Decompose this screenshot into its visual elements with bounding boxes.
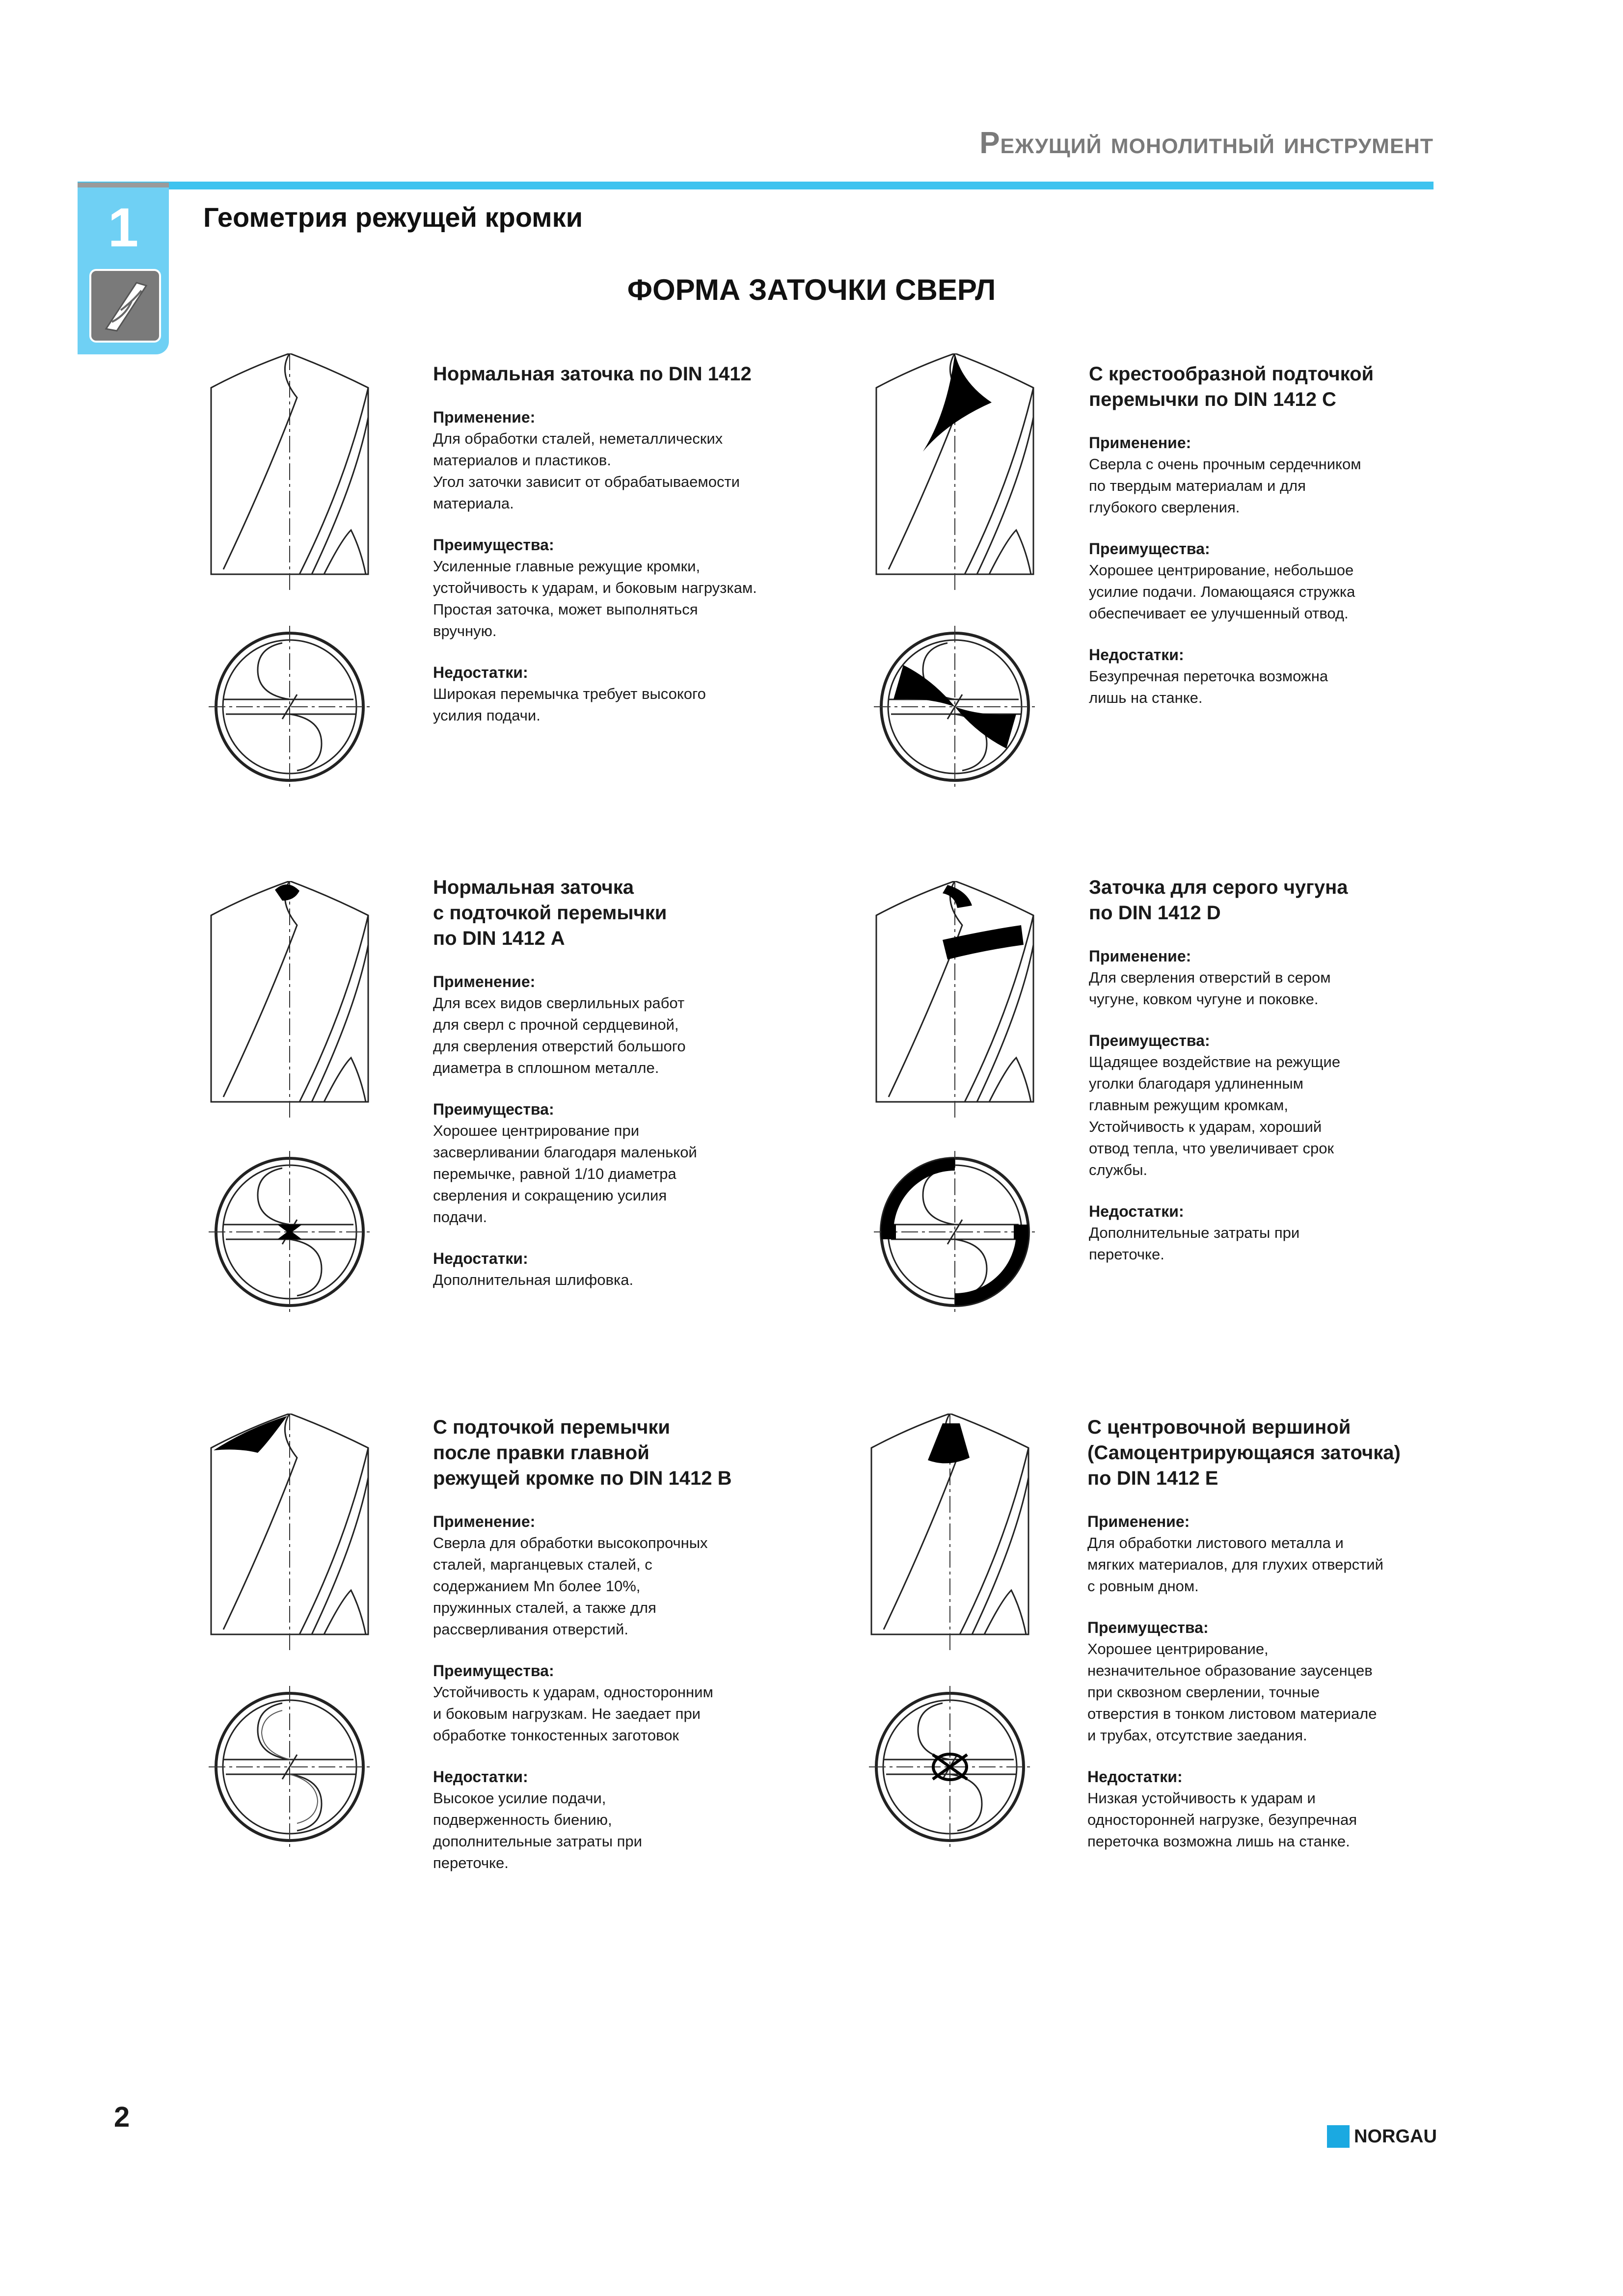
disadvantages-label: Недостатки: (433, 1250, 528, 1267)
drill-end-view-din1412c (874, 626, 1041, 795)
application-label: Применение: (1089, 434, 1191, 452)
drill-figure-din1412c (874, 353, 1041, 601)
block-title: С центровочной вершиной (Самоцентрирующаяся заточка) по DIN 1412 Е (1087, 1416, 1401, 1489)
drill-figure-din1412a (209, 881, 376, 1129)
main-title: ФОРМА ЗАТОЧКИ СВЕРЛ (627, 273, 996, 306)
drill-figure-din1412d (874, 881, 1041, 1129)
advantages-text: Щадящее воздействие на режущие уголки благодаря удлиненным главным режущим кромкам, Устойчивость к ударам, хороший отвод тепла, что увеличивает срок службы. (1089, 1053, 1341, 1178)
drill-figure-din1412b (209, 1414, 376, 1661)
chapter-tab-line (78, 183, 169, 187)
disadvantages-label: Недостатки: (1089, 646, 1184, 664)
block-din1412e (1087, 1415, 1441, 1872)
drill-end-view-din1412b (209, 1686, 376, 1855)
disadvantages-text: Дополнительные затраты при переточке. (1089, 1224, 1300, 1263)
application-label: Применение: (1089, 947, 1191, 965)
drill-end-view-din1412d (874, 1151, 1041, 1320)
application-text: Сверла для обработки высокопрочных сталей, марганцевых сталей, с содержанием Mn более 10%, пружинных сталей, а также для рассверливания отверстий. (433, 1534, 708, 1638)
application-label: Применение: (433, 973, 536, 990)
drill-end-view-din1412e (869, 1686, 1036, 1855)
advantages-text: Хорошее центрирование при засверливании благодаря маленькой перемычке, равной 1/10 диаметра сверления и сокращению усилия подачи. (433, 1122, 697, 1226)
application-text: Сверла с очень прочным сердечником по твердым материалам и для глубокого сверления. (1089, 455, 1361, 516)
block-din1412 (433, 361, 816, 746)
advantages-text: Устойчивость к ударам, односторонним и боковым нагрузкам. Не заедает при обработке тонкостенных заготовок (433, 1683, 713, 1744)
disadvantages-label: Недостатки: (1089, 1202, 1184, 1220)
application-label: Применение: (433, 1513, 536, 1530)
advantages-label: Преимущества: (433, 1100, 554, 1118)
application-label: Применение: (433, 408, 536, 426)
block-title: С крестообразной подточкой перемычки по DIN 1412 С (1089, 363, 1374, 410)
section-title: Геометрия режущей кромки (203, 202, 583, 233)
disadvantages-label: Недостатки: (1087, 1768, 1183, 1786)
block-title: Заточка для серого чугуна по DIN 1412 D (1089, 877, 1348, 924)
advantages-label: Преимущества: (1087, 1619, 1209, 1636)
application-text: Для обработки сталей, неметаллических материалов и пластиков. Угол заточки зависит от обрабатываемости материала. (433, 430, 740, 512)
brand-logo-square (1327, 2125, 1350, 2148)
disadvantages-text: Высокое усилие подачи, подверженность биению, дополнительные затраты при переточке. (433, 1789, 642, 1871)
advantages-text: Усиленные главные режущие кромки, устойчивость к ударам, и боковым нагрузкам. Простая заточка, может выполняться вручную. (433, 558, 757, 640)
drill-figure-din1412e (869, 1414, 1036, 1661)
advantages-text: Хорошее центрирование, незначительное образование заусенцев при сквозном сверлении, точные отверстия в тонком листовом материале и трубах, отсутствие заедания. (1087, 1640, 1377, 1744)
block-title: С подточкой перемычки после правки главной режущей кромке по DIN 1412 В (433, 1416, 732, 1489)
block-title: Нормальная заточка с подточкой перемычки по DIN 1412 А (433, 877, 667, 949)
drill-figure-din1412 (209, 353, 376, 601)
block-din1412c (1089, 361, 1433, 728)
block-title: Нормальная заточка по DIN 1412 (433, 363, 752, 385)
advantages-label: Преимущества: (1089, 540, 1210, 558)
page-number: 2 (114, 2101, 130, 2133)
brand-name: NORGAU (1354, 2126, 1437, 2147)
advantages-text: Хорошее центрирование, небольшое усилие подачи. Ломающаяся стружка обеспечивает ее улучшенный отвод. (1089, 561, 1355, 622)
disadvantages-text: Широкая перемычка требует высокого усилия подачи. (433, 685, 706, 724)
disadvantages-text: Дополнительная шлифовка. (433, 1271, 634, 1288)
block-din1412a (433, 875, 816, 1310)
advantages-label: Преимущества: (433, 1662, 554, 1680)
disadvantages-label: Недостатки: (433, 1768, 528, 1786)
disadvantages-text: Безупречная переточка возможна лишь на станке. (1089, 667, 1328, 706)
drill-end-view-din1412 (209, 626, 376, 795)
application-text: Для сверления отверстий в сером чугуне, ковком чугуне и поковке. (1089, 969, 1331, 1008)
block-din1412b (433, 1415, 816, 1894)
application-label: Применение: (1087, 1513, 1190, 1530)
disadvantages-label: Недостатки: (433, 664, 528, 681)
advantages-label: Преимущества: (433, 536, 554, 554)
disadvantages-text: Низкая устойчивость к ударам и односторонней нагрузке, безупречная переточка возможна лишь на станке. (1087, 1789, 1357, 1850)
advantages-label: Преимущества: (1089, 1032, 1210, 1049)
header-title: Режущий монолитный инструмент (979, 126, 1434, 160)
drill-end-view-din1412a (209, 1151, 376, 1320)
application-text: Для всех видов сверлильных работ для сверл с прочной сердцевиной, для сверления отверстий большого диаметра в сплошном металле. (433, 994, 686, 1076)
application-text: Для обработки листового металла и мягких материалов, для глухих отверстий с ровным дном. (1087, 1534, 1383, 1595)
header-rule (78, 182, 1434, 189)
chapter-number: 1 (108, 197, 139, 258)
block-din1412d (1089, 875, 1433, 1285)
